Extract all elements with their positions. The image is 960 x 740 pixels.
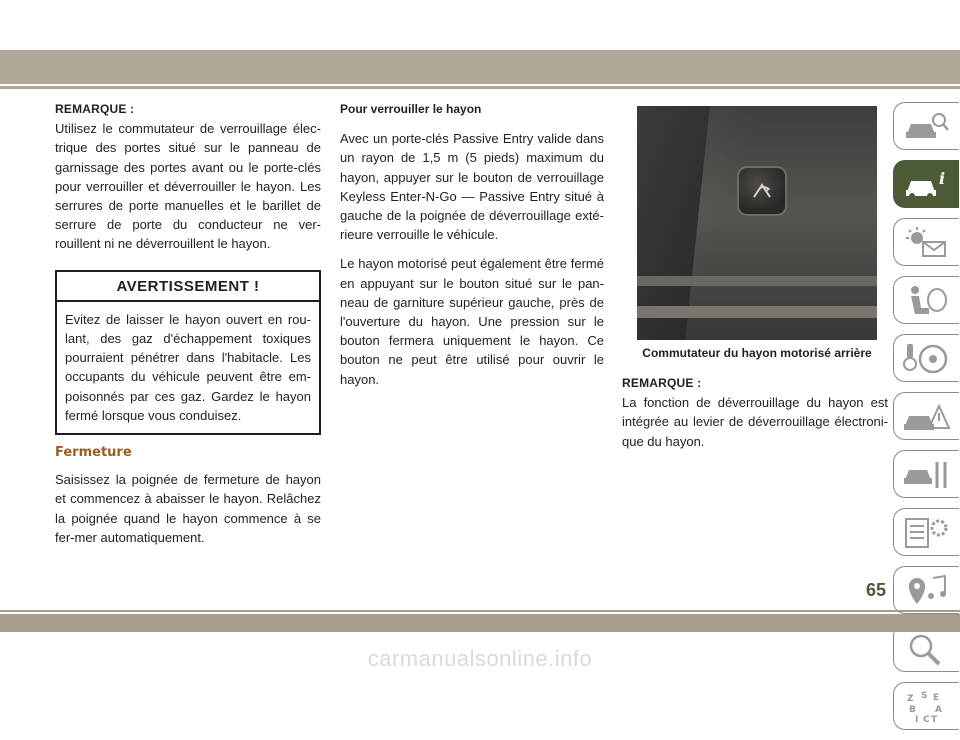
tab-starting[interactable] (893, 334, 959, 382)
svg-text:S: S (921, 691, 928, 701)
lock-heading: Pour verrouiller le hayon (340, 102, 482, 116)
tab-multimedia[interactable] (893, 566, 959, 614)
car-info-icon (903, 168, 951, 202)
svg-text:A: A (935, 705, 942, 715)
liftgate-switch-photo (637, 106, 877, 340)
section-heading-fermeture: Fermeture (55, 445, 132, 461)
tab-safety[interactable] (893, 276, 959, 324)
top-band-rule (0, 86, 960, 89)
tab-emergency[interactable] (893, 392, 959, 440)
svg-text:B: B (909, 705, 916, 715)
liftgate-button-image (737, 166, 787, 216)
tab-car-search[interactable] (893, 102, 959, 150)
tab-warning-lights[interactable] (893, 218, 959, 266)
checklist-gear-icon (903, 516, 951, 550)
remark-text-2: La fonction de déverrouillage du hayon est intégrée au levier de déverrouillage électroni-que du hayon. (622, 395, 888, 449)
car-search-icon (903, 110, 951, 144)
svg-text:Z: Z (907, 694, 914, 704)
page-number: 65 (866, 580, 887, 600)
watermark: carmanualsonline.info (367, 646, 593, 671)
tab-maintenance[interactable] (893, 450, 959, 498)
column-right (622, 374, 888, 451)
image-caption: Commutateur du hayon motorisé arrière (642, 346, 872, 360)
steering-key-icon (903, 342, 951, 376)
chapter-tabs (893, 102, 960, 740)
tab-index[interactable] (893, 682, 959, 730)
multimedia-navigation-icon (903, 574, 951, 608)
car-tools-icon (903, 458, 951, 492)
svg-text:E: E (933, 693, 940, 703)
tab-car-info[interactable] (893, 160, 959, 208)
warning-box (55, 270, 321, 435)
remark-heading-2: REMARQUE : (622, 376, 702, 390)
warning-title: AVERTISSEMENT ! (57, 272, 319, 302)
liftgate-icon (748, 177, 776, 205)
warning-light-message-icon (903, 226, 951, 260)
lock-paragraph-1: Avec un porte-clés Passive Entry valide dans un rayon de 1,5 m (5 pieds) maximum du hayon, appuyer sur le bouton de verrouillage Keyless Enter-N-Go — Passive Entry situé à gauche de la poignée de déverrouillage exté-rieure verrouille le véhicule. (340, 131, 604, 243)
svg-text:C: C (923, 715, 930, 724)
tab-specifications[interactable] (893, 508, 959, 556)
warning-text: Evitez de laisser le hayon ouvert en rou-lant, des gaz d'échappement toxiques pourraient pénétrer dans l'habitacle. Les occupants du véhicule peuvent être em-poisonnés par ces gaz. Gardez le hayon fermé lorsque vous conduisez. (65, 311, 311, 423)
lock-paragraph-2: Le hayon motorisé peut également être fermé en appuyant sur le bouton situé sur le pan-neau de garniture supérieur gauche, près de l'ouverture du hayon. Une pression sur le bouton fermera uniquement le hayon. Ce bouton ne peut être utilisé pour ouvrir le hayon. (340, 256, 604, 387)
bottom-band (0, 614, 960, 632)
svg-text:i: i (939, 169, 946, 188)
svg-text:I: I (915, 715, 919, 724)
index-alphabet-icon (903, 690, 951, 724)
bottom-band-rule (0, 610, 960, 612)
column-left (55, 100, 321, 547)
remark-heading: REMARQUE : (55, 102, 135, 116)
top-band (0, 50, 960, 84)
remark-text: Utilisez le commutateur de verrouillage élec-trique des portes situé sur le panneau de garnissage des portes avant ou le porte-clés pour verrouiller et déverrouiller le hayon. Les serrures de porte manuelles et le barillet de serrure de porte du conducteur ne ver-rouillent ni ne déverrouillent le hayon. (55, 121, 321, 252)
fermeture-text: Saisissez la poignée de fermeture de hayon et commencez à abaisser le hayon. Relâchez la poignée quand le hayon commence à se fer-mer automatiquement. (55, 472, 321, 545)
svg-text:T: T (931, 715, 938, 724)
car-warning-triangle-icon (903, 400, 951, 434)
airbag-seat-icon (903, 284, 951, 318)
column-middle (340, 100, 604, 399)
